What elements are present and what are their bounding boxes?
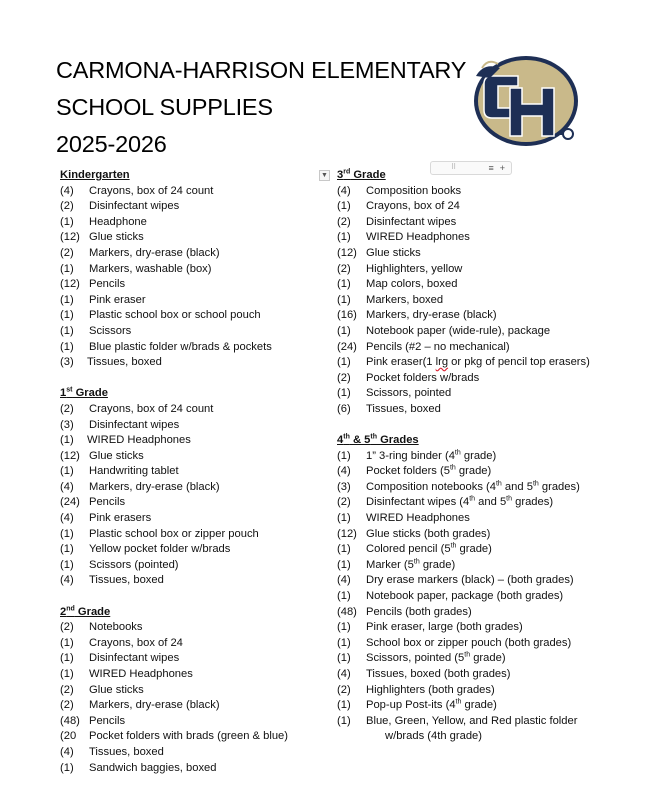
drag-handle-icon[interactable]: ⠿ <box>451 164 458 171</box>
title-line-school: CARMONA-HARRISON ELEMENTARY <box>56 57 467 83</box>
list-item: (1) Map colors, boxed <box>337 278 458 291</box>
list-item: (48) Pencils <box>60 714 126 727</box>
list-item: (12) Pencils <box>60 278 126 291</box>
list-item: (2) Highlighters, yellow <box>337 262 463 275</box>
list-item: (2) Highlighters (both grades) <box>337 683 495 696</box>
spelling-error-mark[interactable]: lrg <box>435 356 449 369</box>
list-item: (3) Disinfectant wipes <box>60 418 180 431</box>
list-item: (4) Composition books <box>337 184 462 197</box>
list-item: (2) Disinfectant wipes <box>337 215 457 228</box>
left-column <box>60 168 320 776</box>
list-item: (24) Pencils (#2 – no mechanical) <box>337 340 510 353</box>
list-item: (4) Tissues, boxed <box>60 574 164 587</box>
list-item: (1) WIRED Headphones <box>60 668 193 680</box>
title-line-supplies: SCHOOL SUPPLIES <box>56 94 273 120</box>
list-item: (1) 1” 3-ring binder (4th grade) <box>337 448 497 462</box>
list-item: (4) Crayons, box of 24 count <box>60 184 214 197</box>
first-grade-list <box>60 402 320 589</box>
list-item: (1) Sandwich baggies, boxed <box>60 761 217 774</box>
list-item[interactable]: (1) Blue plastic folder w/brads & pockets <box>60 340 272 353</box>
list-item: (2) Disinfectant wipes <box>60 200 180 213</box>
list-item: (1) Scissors (pointed) <box>60 558 179 571</box>
list-item: (4) Pink erasers <box>60 512 152 525</box>
add-icon[interactable]: + <box>499 163 505 173</box>
sort-icon[interactable]: ≡ <box>488 163 494 173</box>
list-item: (1) Scissors <box>60 324 132 337</box>
ch-logo-graphic <box>470 54 582 148</box>
right-column <box>337 168 627 745</box>
list-item: (1) Pink eraser(1 lrg or pkg of pencil top erasers) <box>337 356 590 369</box>
list-item: (4) Tissues, boxed <box>60 745 164 758</box>
list-item: (12) Glue sticks <box>60 449 144 462</box>
list-item: (1) Crayons, box of 24 <box>60 636 183 649</box>
list-item: (1) Headphone <box>60 215 147 228</box>
school-logo <box>470 54 582 148</box>
list-item: (4) Pocket folders (5th grade) <box>337 464 492 478</box>
kindergarten-list <box>60 184 320 371</box>
list-item: (1) Notebook paper, package (both grades) <box>337 590 564 603</box>
list-item: (1) WIRED Headphones <box>60 434 191 447</box>
third-grade-heading: 3rd Grade <box>337 168 386 181</box>
list-item: (1) Colored pencil (5th grade) <box>337 542 492 556</box>
list-item: (2) Markers, dry-erase (black) <box>60 699 220 712</box>
list-item: (1) WIRED Headphones <box>337 231 470 244</box>
first-grade-heading: 1st Grade <box>60 386 108 400</box>
list-item: (12) Glue sticks <box>337 246 421 259</box>
collapse-section-button[interactable]: ▼ <box>319 170 330 181</box>
list-item: (2) Crayons, box of 24 count <box>60 402 214 415</box>
list-item: (2) Markers, dry-erase (black) <box>60 246 220 259</box>
list-item: (3) Composition notebooks (4th and 5th grades) <box>337 480 580 493</box>
list-item: (3) Tissues, boxed <box>60 356 162 369</box>
second-grade-heading: 2nd Grade <box>60 604 111 618</box>
list-item: (1) Blue, Green, Yellow, and Red plastic folder <box>337 714 578 727</box>
list-item: (2) Disinfectant wipes (4th and 5th grades) <box>337 495 554 509</box>
list-item: (1) Scissors, pointed <box>337 387 452 400</box>
list-item: (1) School box or zipper pouch (both grades) <box>337 636 572 649</box>
list-item: (1) Scissors, pointed (5th grade) <box>337 651 506 665</box>
list-item: (2) Pocket folders w/brads <box>337 371 480 384</box>
list-item: (1) Plastic school box or school pouch <box>60 309 261 322</box>
list-item: (20 Pocket folders with brads (green & blue) <box>60 730 288 743</box>
list-item: (1) Markers, washable (box) <box>60 262 212 275</box>
kindergarten-heading: Kindergarten <box>60 169 130 181</box>
list-item: (1) Yellow pocket folder w/brads <box>60 543 231 556</box>
fourth-fifth-grade-heading: 4th & 5th Grades <box>337 433 419 447</box>
list-item: (12) Glue sticks <box>60 231 144 244</box>
list-item: (1) WIRED Headphones <box>337 512 470 525</box>
list-item: (1) Plastic school box or zipper pouch <box>60 527 259 540</box>
list-item: (16) Markers, dry-erase (black) <box>337 309 497 322</box>
list-item: (48) Pencils (both grades) <box>337 605 472 618</box>
list-item: (1) Pop-up Post-its (4th grade) <box>337 698 497 712</box>
list-item: (4) Dry erase markers (black) – (both grades) <box>337 574 574 587</box>
list-item: (1) Markers, boxed <box>337 293 444 306</box>
list-item: (1) Notebook paper (wide-rule), package <box>337 324 551 337</box>
page-title <box>56 52 466 163</box>
list-item: (4) Tissues, boxed (both grades) <box>337 668 511 680</box>
list-item: (2) Notebooks <box>60 621 143 634</box>
title-line-year: 2025-2026 <box>56 131 167 157</box>
list-item: (1) Pink eraser, large (both grades) <box>337 621 523 634</box>
list-item: (24) Pencils <box>60 496 126 509</box>
list-item: (1) Pink eraser <box>60 293 146 306</box>
second-grade-list <box>60 620 320 776</box>
list-item: (12) Glue sticks (both grades) <box>337 527 491 540</box>
list-item: (1) Crayons, box of 24 <box>337 200 460 213</box>
list-item-continuation: w/brads (4th grade) <box>385 730 483 743</box>
list-item: (2) Glue sticks <box>60 683 144 696</box>
third-grade-list <box>337 184 627 418</box>
fourth-fifth-grade-list <box>337 449 627 745</box>
list-item: (1) Handwriting tablet <box>60 465 179 478</box>
list-item: (4) Markers, dry-erase (black) <box>60 480 220 493</box>
list-item: (6) Tissues, boxed <box>337 402 441 415</box>
list-item: (1) Disinfectant wipes <box>60 652 180 665</box>
list-item: (1) Marker (5th grade) <box>337 558 456 571</box>
